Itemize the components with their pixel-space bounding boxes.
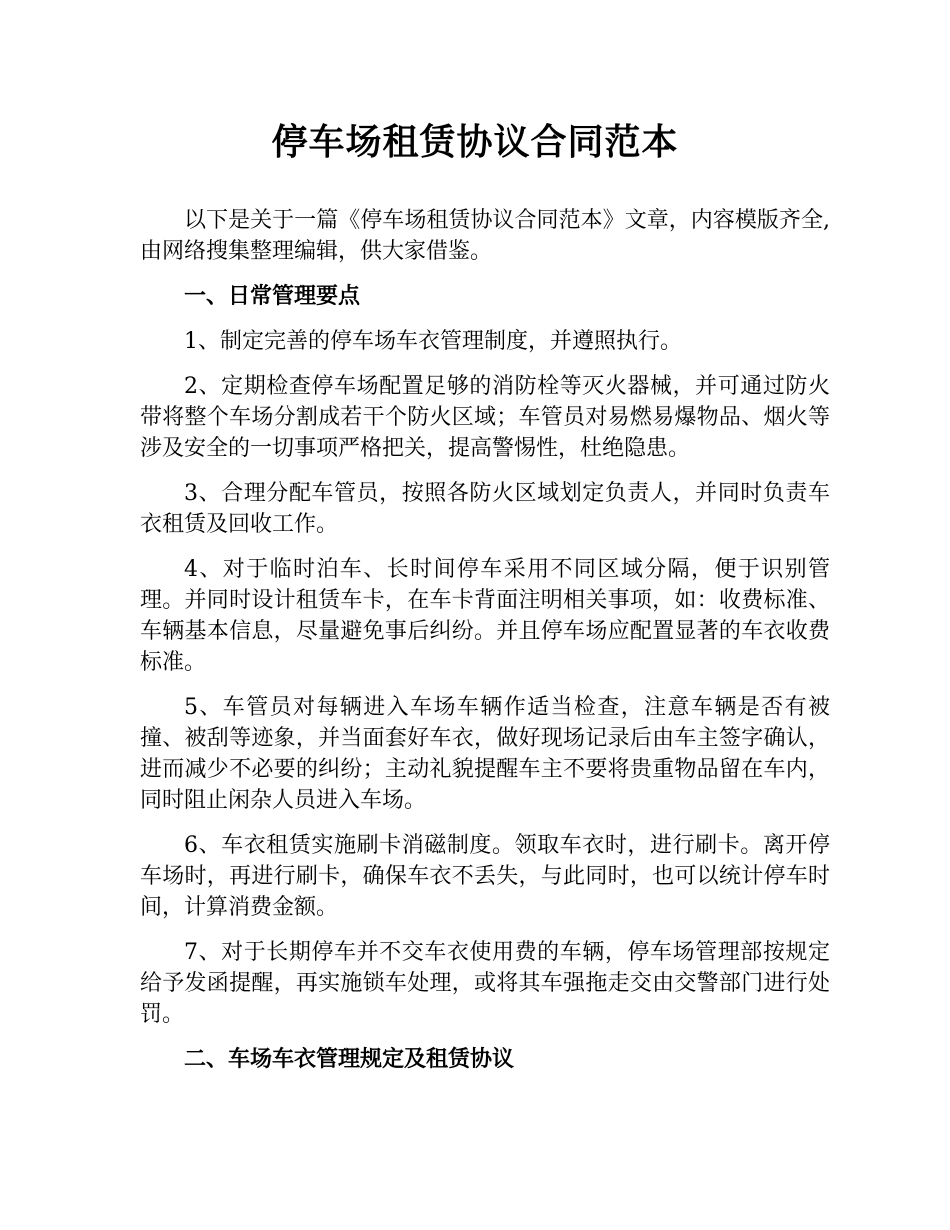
section-heading-cover-rules: 二、车场车衣管理规定及租赁协议: [184, 1046, 515, 1072]
list-item: 3、合理分配车管员，按照各防火区域划定负责人，并同时负责车衣租赁及回收工作。: [140, 481, 830, 537]
list-item: 1、制定完善的停车场车衣管理制度，并遵照执行。: [184, 329, 682, 354]
document-body: [140, 205, 830, 1089]
list-item: 7、对于长期停车并不交车衣使用费的车辆，停车场管理部按规定给予发函提醒，再实施锁车处理，或将其车强拖走交由交警部门进行处罚。: [140, 940, 830, 1027]
document-title: 停车场租赁协议合同范本: [271, 121, 679, 163]
section-heading-daily-management: 一、日常管理要点: [184, 283, 361, 309]
list-item: 4、对于临时泊车、长时间停车采用不同区域分隔，便于识别管理。并同时设计租赁车卡，在车卡背面注明相关事项，如：收费标准、车辆基本信息，尽量避免事后纠纷。并且停车场应配置显著的车衣收费标准。: [140, 557, 830, 675]
list-item: 5、车管员对每辆进入车场车辆作适当检查，注意车辆是否有被撞、被刮等迹象，并当面套好车衣，做好现场记录后由车主签字确认，进而减少不必要的纠纷；主动礼貌提醒车主不要将贵重物品留在车内，同时阻止闲杂人员进入车场。: [140, 695, 830, 813]
intro-paragraph: 以下是关于一篇《停车场租赁协议合同范本》文章，内容模版齐全,由网络搜集整理编辑，供大家借鉴。: [140, 208, 830, 264]
list-item: 6、车衣租赁实施刷卡消磁制度。领取车衣时，进行刷卡。离开停车场时，再进行刷卡，确保车衣不丢失，与此同时，也可以统计停车时间，计算消费金额。: [140, 833, 830, 920]
list-item: 2、定期检查停车场配置足够的消防栓等灭火器械，并可通过防火带将整个车场分割成若干个防火区域；车管员对易燃易爆物品、烟火等涉及安全的一切事项严格把关，提高警惕性，杜绝隐患。: [140, 374, 830, 461]
